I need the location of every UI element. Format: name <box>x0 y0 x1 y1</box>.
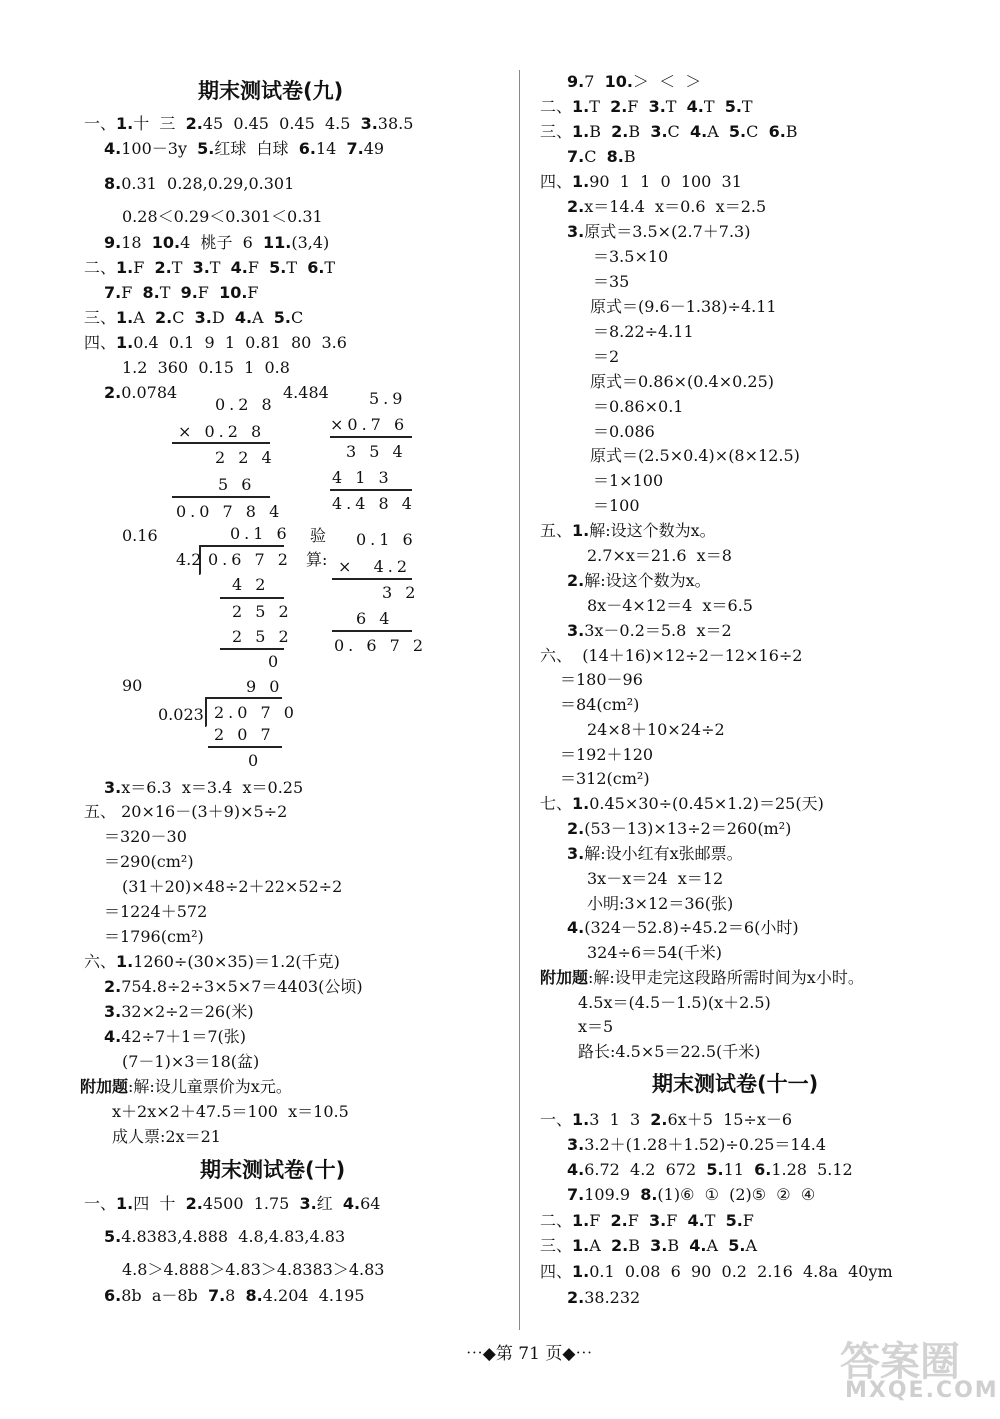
answer-line: 7.109.9 8.(1)⑥ ① (2)⑤ ② ④ <box>567 1185 816 1204</box>
answer-line: 一、1.3 1 3 2.6x＋5 15÷x－6 <box>540 1110 793 1129</box>
answer-line: 六、 (14＋16)×12÷2－12×16÷2 <box>540 646 803 665</box>
answer-line: 7.F 8.T 9.F 10.F <box>104 283 259 302</box>
calc-operand: 0.1 6 <box>356 530 417 549</box>
answer-line: 2.7×x＝21.6 x＝8 <box>587 546 732 565</box>
answer-line: 四、1.90 1 1 0 100 31 <box>540 172 742 191</box>
calc-quotient: 9 0 <box>246 677 284 696</box>
answer-line: 2.x＝14.4 x＝0.6 x＝2.5 <box>567 197 767 216</box>
answer-line: ＝192＋120 <box>560 745 654 764</box>
answer-line: 2.38.232 <box>567 1288 641 1307</box>
calc-operand: × 0.2 8 <box>178 422 266 441</box>
answer-line: 4.(324－52.8)÷45.2＝6(小时) <box>567 918 799 937</box>
answer-line: 3.x＝6.3 x＝3.4 x＝0.25 <box>104 778 304 797</box>
calc-operand: 5.9 <box>369 389 407 408</box>
answer-line: 附加题:解:设儿童票价为x元。 <box>80 1077 292 1096</box>
calc-rule <box>332 578 412 580</box>
arrow-right-icon: ◆⋯ <box>562 1344 593 1364</box>
answer-line: 一、1.四 十 2.4500 1.75 3.红 4.64 <box>84 1194 381 1213</box>
answer-line: 9.7 10.＞ ＜ ＞ <box>567 72 702 91</box>
calc-step: 2 5 2 <box>232 627 293 646</box>
answer-line: 4.5x＝(4.5－1.5)(x＋2.5) <box>578 993 771 1012</box>
answer-line: 路长:4.5×5＝22.5(千米) <box>578 1042 761 1061</box>
answer-line: 五、1.解:设这个数为x。 <box>540 521 716 540</box>
calc-dividend: 2.0 7 0 <box>214 703 298 722</box>
answer-line: x＝5 <box>578 1017 614 1036</box>
answer-line: 5.4.8383,4.888 4.8,4.83,4.83 <box>104 1227 346 1246</box>
answer-line: ＝2 <box>593 347 620 366</box>
calc-divisor: 4.2 <box>176 550 202 569</box>
calc-result: 0.0 7 8 4 <box>176 502 284 521</box>
column-divider <box>519 70 520 1330</box>
answer-line: ＝1796(cm²) <box>104 927 204 946</box>
answer-line: ＝0.086 <box>593 422 655 441</box>
answer-line: ＝312(cm²) <box>560 769 650 788</box>
answer-line: ＝0.86×0.1 <box>593 397 684 416</box>
calc-partial: 6 4 <box>356 609 394 628</box>
calc-operand: ×0.7 6 <box>330 415 409 434</box>
watermark-logo: 答案圈 <box>840 1339 960 1385</box>
answer-line: 五、 20×16－(3＋9)×5÷2 <box>84 802 288 821</box>
answer-line: ＝84(cm²) <box>560 695 640 714</box>
section-title-exam-11: 期末测试卷(十一) <box>652 1072 819 1096</box>
calc-rule <box>200 545 284 547</box>
calc-remainder: 0 <box>268 652 283 671</box>
calc-partial: 5 6 <box>218 475 256 494</box>
answer-line: 3.3x－0.2＝5.8 x＝2 <box>567 621 732 640</box>
section-title-exam-10: 期末测试卷(十) <box>200 1158 346 1182</box>
answer-line: 二、1.F 2.F 3.F 4.T 5.F <box>540 1211 754 1230</box>
answer-line: 1.2 360 0.15 1 0.8 <box>122 358 290 377</box>
answer-line: ＝1224＋572 <box>104 902 208 921</box>
answer-line: ＝290(cm²) <box>104 852 194 871</box>
section-title-exam-9: 期末测试卷(九) <box>198 79 344 103</box>
answer-line: 3.32×2÷2＝26(米) <box>104 1002 254 1021</box>
calc-rule <box>220 597 284 599</box>
answer-line: 原式＝(2.5×0.4)×(8×12.5) <box>590 446 800 465</box>
calc-rule <box>330 436 412 438</box>
answer-line: 4.484 <box>283 383 329 402</box>
answer-line: 24×8＋10×24÷2 <box>587 720 725 739</box>
answer-line: 2.0.0784 <box>104 383 178 402</box>
calc-rule <box>208 746 282 748</box>
answer-line: 324÷6＝54(千米) <box>587 943 722 962</box>
answer-line: 90 <box>122 676 143 695</box>
calc-remainder: 0 <box>248 751 263 770</box>
answer-line: 4.100－3y 5.红球 白球 6.14 7.49 <box>104 139 385 158</box>
page-number: ⋯◆第 71 页◆⋯ <box>465 1344 593 1364</box>
answer-line: 三、1.B 2.B 3.C 4.A 5.C 6.B <box>540 122 798 141</box>
calc-partial: 3 2 <box>382 583 420 602</box>
answer-line: 2.(53－13)×13÷2＝260(m²) <box>567 819 792 838</box>
calc-partial: 2 2 4 <box>215 448 276 467</box>
calc-rule <box>206 697 282 699</box>
answer-line: 4.42÷7＋1＝7(张) <box>104 1027 247 1046</box>
answer-line: ＝8.22÷4.11 <box>593 322 694 341</box>
answer-line: 2.754.8÷2÷3×5×7＝4403(公顷) <box>104 977 363 996</box>
calc-rule <box>172 496 270 498</box>
answer-line: 9.18 10.4 桃子 6 11.(3,4) <box>104 233 330 252</box>
answer-line: 7.C 8.B <box>567 147 636 166</box>
answer-line: 8.0.31 0.28,0.29,0.301 <box>104 174 295 193</box>
calc-rule <box>172 442 270 444</box>
calc-partial: 4 1 3 <box>332 468 393 487</box>
arrow-left-icon: ⋯◆ <box>465 1344 496 1364</box>
answer-line: (7－1)×3＝18(盆) <box>122 1052 260 1071</box>
answer-line: ＝320－30 <box>104 827 187 846</box>
answer-line: 4.8＞4.888＞4.83＞4.8383＞4.83 <box>122 1260 385 1279</box>
answer-line: 0.16 <box>122 526 158 545</box>
answer-line: ＝1×100 <box>593 471 664 490</box>
answer-line: 一、1.十 三 2.45 0.45 0.45 4.5 3.38.5 <box>84 114 414 133</box>
watermark-url: MXQE.COM <box>845 1378 999 1403</box>
calc-quotient: 0.1 6 <box>230 524 291 543</box>
check-label: 验 <box>310 526 327 545</box>
answer-line: 原式＝0.86×(0.4×0.25) <box>590 372 774 391</box>
answer-line: 四、1.0.1 0.08 6 90 0.2 2.16 4.8a 40ym <box>540 1262 893 1281</box>
calc-rule <box>220 648 284 650</box>
calc-rule <box>330 489 412 491</box>
calc-result: 0. 6 7 2 <box>334 636 428 655</box>
calc-divisor: 0.023 <box>158 705 204 724</box>
answer-line: 成人票:2x＝21 <box>112 1127 221 1146</box>
calc-operand: × 4.2 <box>338 557 412 576</box>
calc-dividend: 0.6 7 2 <box>208 550 292 569</box>
calc-partial: 3 5 4 <box>346 442 407 461</box>
answer-line: 3.解:设小红有x张邮票。 <box>567 844 743 863</box>
answer-line: x＋2x×2＋47.5＝100 x＝10.5 <box>112 1102 349 1121</box>
answer-line: ＝100 <box>593 496 640 515</box>
answer-line: 三、1.A 2.C 3.D 4.A 5.C <box>84 308 304 327</box>
division-bracket <box>205 697 207 727</box>
answer-line: 原式＝(9.6－1.38)÷4.11 <box>590 297 777 316</box>
answer-line: 2.解:设这个数为x。 <box>567 571 711 590</box>
answer-line: 七、1.0.45×30÷(0.45×1.2)＝25(天) <box>540 794 824 813</box>
answer-line: ＝3.5×10 <box>593 247 669 266</box>
calc-rule <box>332 630 412 632</box>
answer-line: ＝180－96 <box>560 670 643 689</box>
answer-line: 4.6.72 4.2 672 5.11 6.1.28 5.12 <box>567 1160 853 1179</box>
answer-line: (31＋20)×48÷2＋22×52÷2 <box>122 877 343 896</box>
answer-line: 四、1.0.4 0.1 9 1 0.81 80 3.6 <box>84 333 347 352</box>
calc-step: 4 2 <box>232 575 270 594</box>
answer-line: 六、1.1260÷(30×35)＝1.2(千克) <box>84 952 340 971</box>
answer-line: 3x－x＝24 x＝12 <box>587 869 724 888</box>
answer-line: 3.原式＝3.5×(2.7＋7.3) <box>567 222 751 241</box>
answer-line: 附加题:解:设甲走完这段路所需时间为x小时。 <box>540 968 864 987</box>
answer-line: 3.3.2＋(1.28＋1.52)÷0.25＝14.4 <box>567 1135 827 1154</box>
answer-line: 8x－4×12＝4 x＝6.5 <box>587 596 753 615</box>
answer-line: 二、1.F 2.T 3.T 4.F 5.T 6.T <box>84 258 336 277</box>
answer-line: 二、1.T 2.F 3.T 4.T 5.T <box>540 97 753 116</box>
calc-step: 2 5 2 <box>232 602 293 621</box>
answer-line: 小明:3×12＝36(张) <box>587 894 734 913</box>
check-label: 算: <box>306 550 328 569</box>
calc-result: 4.4 8 4 <box>332 494 416 513</box>
calc-step: 2 0 7 <box>214 725 275 744</box>
answer-line: 6.8b a－8b 7.8 8.4.204 4.195 <box>104 1286 365 1305</box>
answer-line: 三、1.A 2.B 3.B 4.A 5.A <box>540 1236 758 1255</box>
answer-line: 0.28＜0.29＜0.301＜0.31 <box>122 207 323 226</box>
answer-line: ＝35 <box>593 272 630 291</box>
calc-operand: 0.2 8 <box>215 395 276 414</box>
